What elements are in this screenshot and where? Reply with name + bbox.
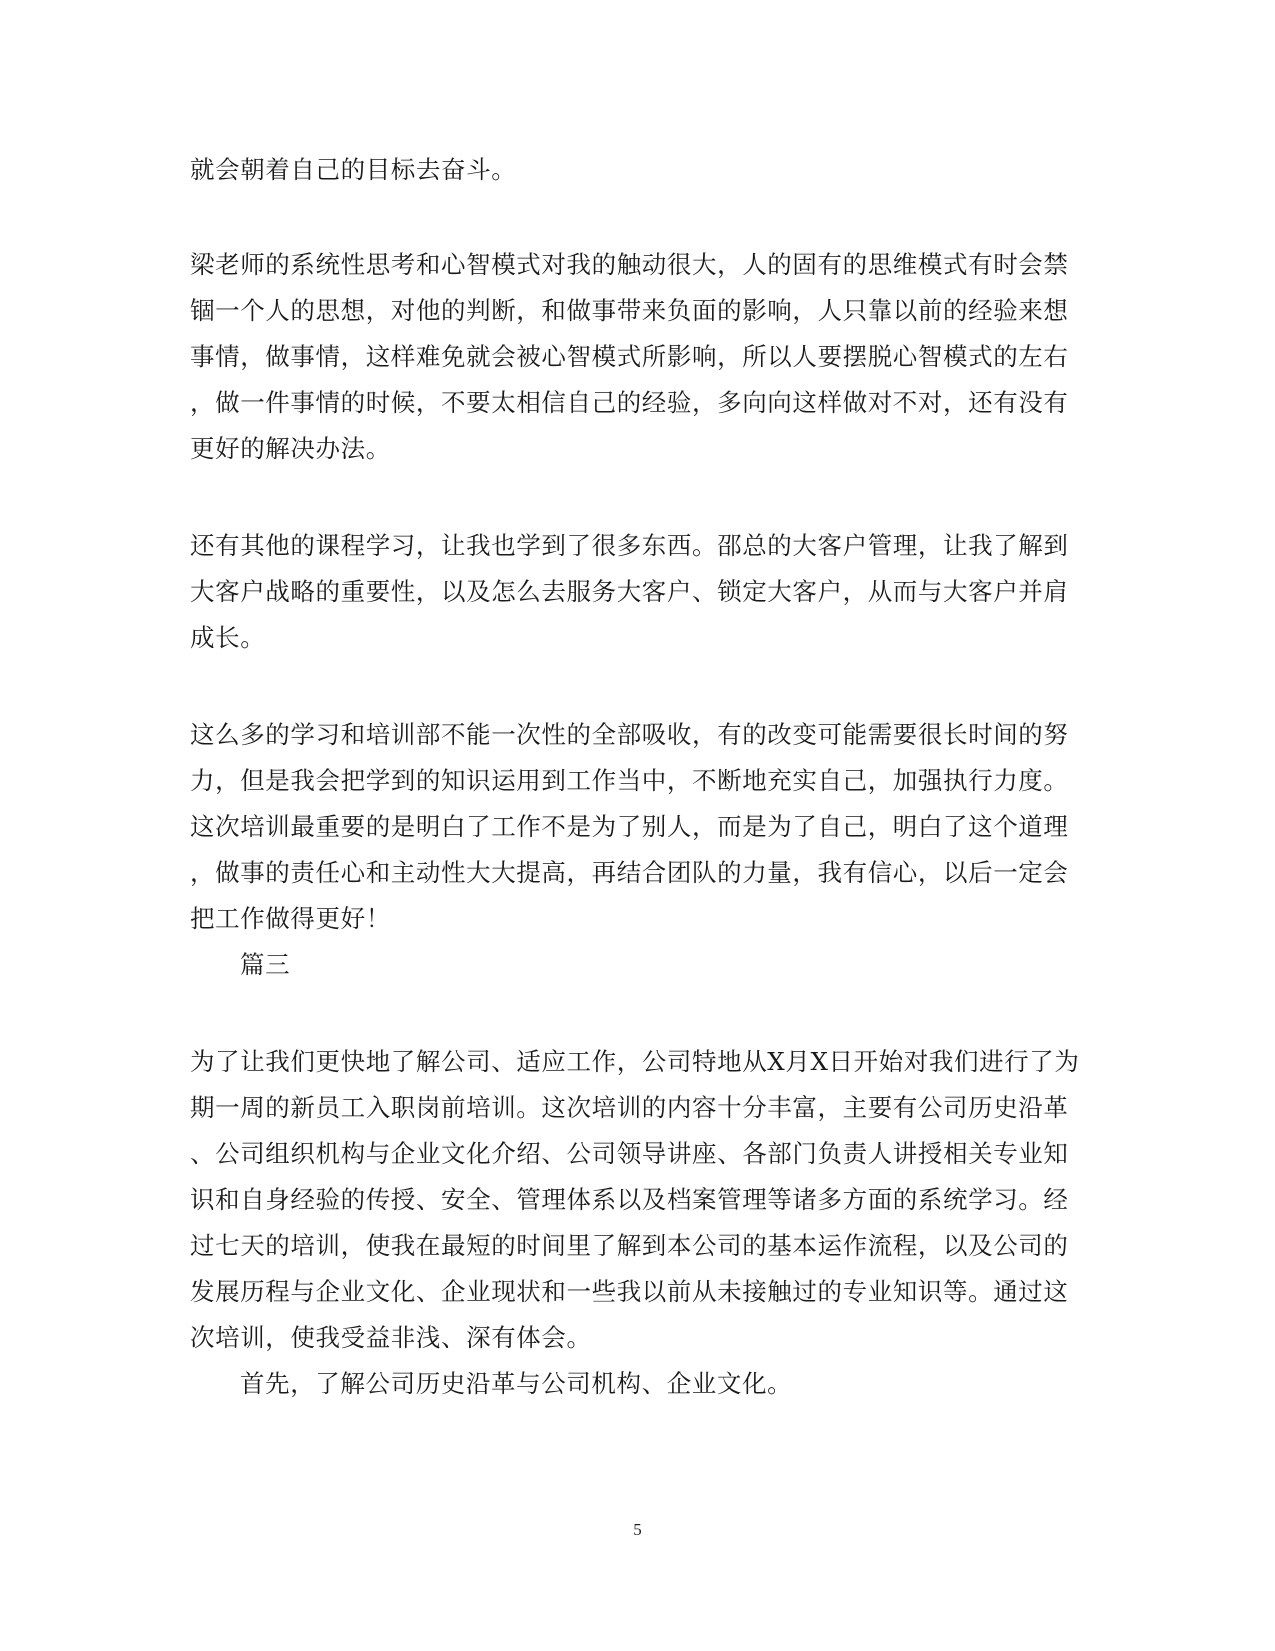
text-line: 就会朝着自己的目标去奋斗。 bbox=[190, 155, 517, 184]
text-line: 成长。 bbox=[190, 623, 266, 652]
text-line: 梁老师的系统性思考和心智模式对我的触动很大，人的固有的思维模式有时会禁 bbox=[190, 250, 1069, 279]
text-line: 识和自身经验的传授、安全、管理体系以及档案管理等诸多方面的系统学习。经 bbox=[190, 1185, 1069, 1214]
text-line: 期一周的新员工入职岗前培训。这次培训的内容十分丰富，主要有公司历史沿革 bbox=[190, 1093, 1069, 1122]
text-line: 更好的解决办法。 bbox=[190, 434, 391, 463]
text-line: 为了让我们更快地了解公司、适应工作，公司特地从X月X日开始对我们进行了为 bbox=[190, 1047, 1080, 1076]
page-number: 5 bbox=[633, 1520, 642, 1539]
text-line: 、公司组织机构与企业文化介绍、公司领导讲座、各部门负责人讲授相关专业知 bbox=[190, 1139, 1069, 1168]
section-heading: 篇三 bbox=[240, 950, 291, 979]
text-line: 这次培训最重要的是明白了工作不是为了别人，而是为了自己，明白了这个道理 bbox=[190, 812, 1069, 841]
text-line: 次培训，使我受益非浅、深有体会。 bbox=[190, 1323, 592, 1352]
text-line: ，做一件事情的时候，不要太相信自己的经验，多向向这样做对不对，还有没有 bbox=[190, 388, 1069, 417]
text-line: 还有其他的课程学习，让我也学到了很多东西。邵总的大客户管理，让我了解到 bbox=[190, 531, 1069, 560]
text-line: 大客户战略的重要性，以及怎么去服务大客户、锁定大客户，从而与大客户并肩 bbox=[190, 577, 1069, 606]
text-line: 这么多的学习和培训部不能一次性的全部吸收，有的改变可能需要很长时间的努 bbox=[190, 720, 1069, 749]
text-line: 力，但是我会把学到的知识运用到工作当中，不断地充实自己，加强执行力度。 bbox=[190, 766, 1069, 795]
text-line: 事情，做事情，这样难免就会被心智模式所影响，所以人要摆脱心智模式的左右 bbox=[190, 342, 1069, 371]
text-line: 首先，了解公司历史沿革与公司机构、企业文化。 bbox=[240, 1369, 793, 1398]
text-line: 过七天的培训，使我在最短的时间里了解到本公司的基本运作流程，以及公司的 bbox=[190, 1231, 1069, 1260]
text-line: ，做事的责任心和主动性大大提高，再结合团队的力量，我有信心，以后一定会 bbox=[190, 858, 1069, 887]
text-line: 锢一个人的思想，对他的判断，和做事带来负面的影响，人只靠以前的经验来想 bbox=[190, 296, 1069, 325]
text-line: 发展历程与企业文化、企业现状和一些我以前从未接触过的专业知识等。通过这 bbox=[190, 1277, 1069, 1306]
text-line: 把工作做得更好！ bbox=[190, 904, 391, 933]
